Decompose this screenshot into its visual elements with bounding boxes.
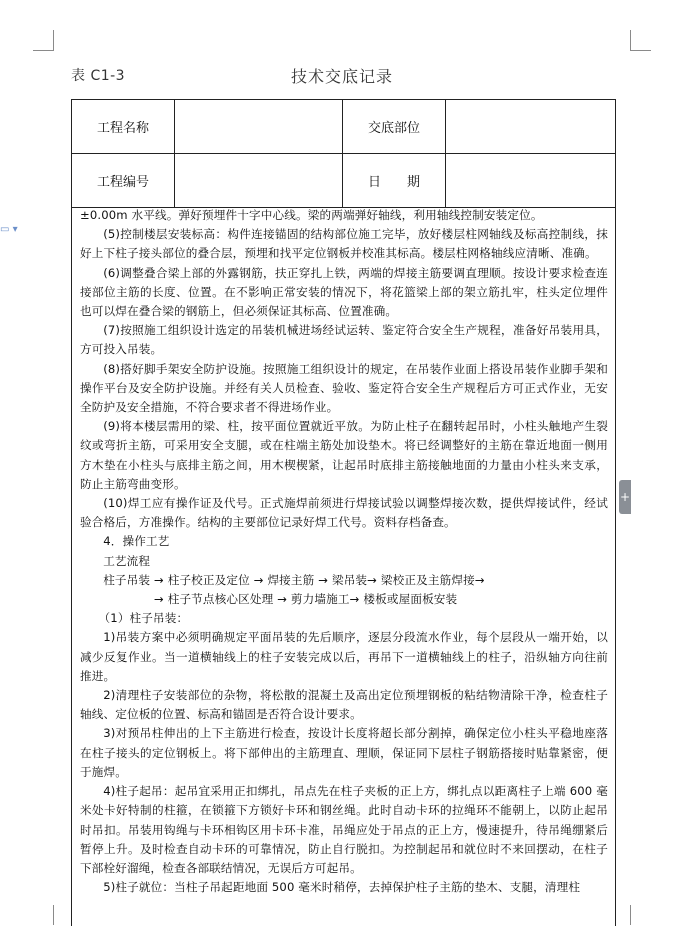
date-value[interactable] [446,154,616,208]
body-paragraph: (5)控制楼层安装标高：构件连接锚固的结构部位施工完毕，放好楼层柱网轴线及标高控制线，抹好上下柱子接头部位的叠合层，预埋和找平定位钢板并校准其标高。楼层柱网格轴线应清晰、准确。 [80,227,608,261]
expand-panel-button[interactable]: + [619,480,631,514]
crop-mark-bottom-right [630,905,651,925]
body-paragraph: (9)将本楼层需用的梁、柱，按平面位置就近平放。为防止柱子在翻转起吊时，小柱头触地产生裂纹或弯折主筋，可采用安全支腿，或在柱端主筋处加设垫木。将已经调整好的主筋在靠近地面一侧用方木垫在小柱头与底排主筋之间，用木楔楔紧，让起吊时底排主筋接触地面的力量由小柱头来支承，防止主筋弯曲变形。 [80,419,608,491]
process-flow-line-1: 柱子吊装 → 柱子校正及定位 → 焊接主筋 → 梁吊装→ 梁校正及主筋焊接→ [103,572,485,587]
project-name-label: 工程名称 [72,100,175,154]
form-code: 表 C1-3 [71,68,126,84]
project-number-value[interactable] [175,154,343,208]
handover-location-label: 交底部位 [343,100,446,154]
project-name-value[interactable] [175,100,343,154]
body-paragraph: 5)柱子就位：当柱子吊起距地面 500 毫米时稍停，去掉保护柱子主筋的垫木、支腿，清理柱 [103,880,581,895]
crop-mark-top-left [33,30,54,51]
body-paragraph: 2)清理柱子安装部位的杂物，将松散的混凝土及高出定位预埋钢板的粘结物清除干净，检查柱子轴线、定位板的位置、标高和锚固是否符合设计要求。 [80,688,608,722]
subsection-heading: （1）柱子吊装： [98,611,189,626]
body-paragraph: (6)调整叠合梁上部的外露钢筋，扶正穿扎上铁，两端的焊接主筋要调直理顺。按设计要求检查连接部位主筋的长度、位置。在不影响正常安装的情况下，将花篮梁上部的架立筋扎牢，柱头定位埋件也可以焊在叠合梁的钢筋上，但必须保证其标高、位置准确。 [80,265,608,319]
info-row-2 [72,154,616,208]
body-content[interactable] [72,206,615,897]
crop-mark-top-right [630,30,651,51]
process-flow-line-2: → 柱子节点核心区处理 → 剪力墙施工→ 楼板或屋面板安装 [154,592,458,607]
body-paragraph: 1)吊装方案中必须明确规定平面吊装的先后顺序，逐层分段流水作业，每个层段从一端开始，以减少反复作业。当一道横轴线上的柱子安装完成以后，再吊下一道横轴线上的柱子，沿纵轴方向往前推进。 [80,630,608,683]
info-row-1 [72,100,616,154]
document-title: 技术交底记录 [290,67,393,86]
date-label: 日 期 [343,154,446,208]
handover-location-value[interactable] [446,100,616,154]
body-paragraph: (10)焊工应有操作证及代号。正式施焊前须进行焊接试验以调整焊接次数，提供焊接试件，经试验合格后，方准操作。结构的主要部位记录好焊工代号。资料存档备查。 [80,496,608,530]
subsection-heading: 工艺流程 [103,553,151,568]
body-frame [71,206,616,926]
info-table [71,99,616,208]
body-paragraph: 3)对预吊柱伸出的上下主筋进行检查，按设计长度将超长部分割掉，确保定位小柱头平稳地座落在柱子接头的定位钢板上。将下部伸出的主筋理直、理顺，保证同下层柱子钢筋搭接时贴靠紧密，便于施焊。 [80,726,608,779]
project-number-label: 工程编号 [72,154,175,208]
body-paragraph: ±0.00m 水平线。弹好预埋件十字中心线。梁的两端弹好轴线，利用轴线控制安装定位。 [80,208,543,222]
section-heading: 4．操作工艺 [103,534,170,549]
body-paragraph: 4)柱子起吊：起吊宜采用正扣绑扎，吊点先在柱子夹板的正上方，绑扎点以距离柱子上端 600 毫米处卡好特制的柱箍，在锁箍下方锁好卡环和钢丝绳。此时自动卡环的拉绳环不能朝上，以防止起吊时吊扣。吊装用钩绳与卡环相钩区用卡环卡准，吊绳应处于吊点的正上方，慢速提升，待吊绳绷紧后暂停上升。及时检查自动卡环的可靠情况，防止自行脱扣。为控制起吊和就位时不来回摆动，在柱子下部栓好溜绳，检查各部联结情况，无误后方可起吊。 [80,784,608,875]
body-paragraph: (7)按照施工组织设计选定的吊装机械进场经试运转、鉴定符合安全生产规程，准备好吊装用具，方可投入吊装。 [80,323,608,357]
paragraph-options-icon[interactable]: ▭ ▾ [0,224,18,235]
body-paragraph: (8)搭好脚手架安全防护设施。按照施工组织设计的规定，在吊装作业面上搭设吊装作业脚手架和操作平台及安全防护设施。并经有关人员检查、验收、鉴定符合安全生产规程后方可正式作业，无安全防护及安全措施，不符合要求者不得进场作业。 [80,361,608,415]
crop-mark-bottom-left [33,905,54,925]
